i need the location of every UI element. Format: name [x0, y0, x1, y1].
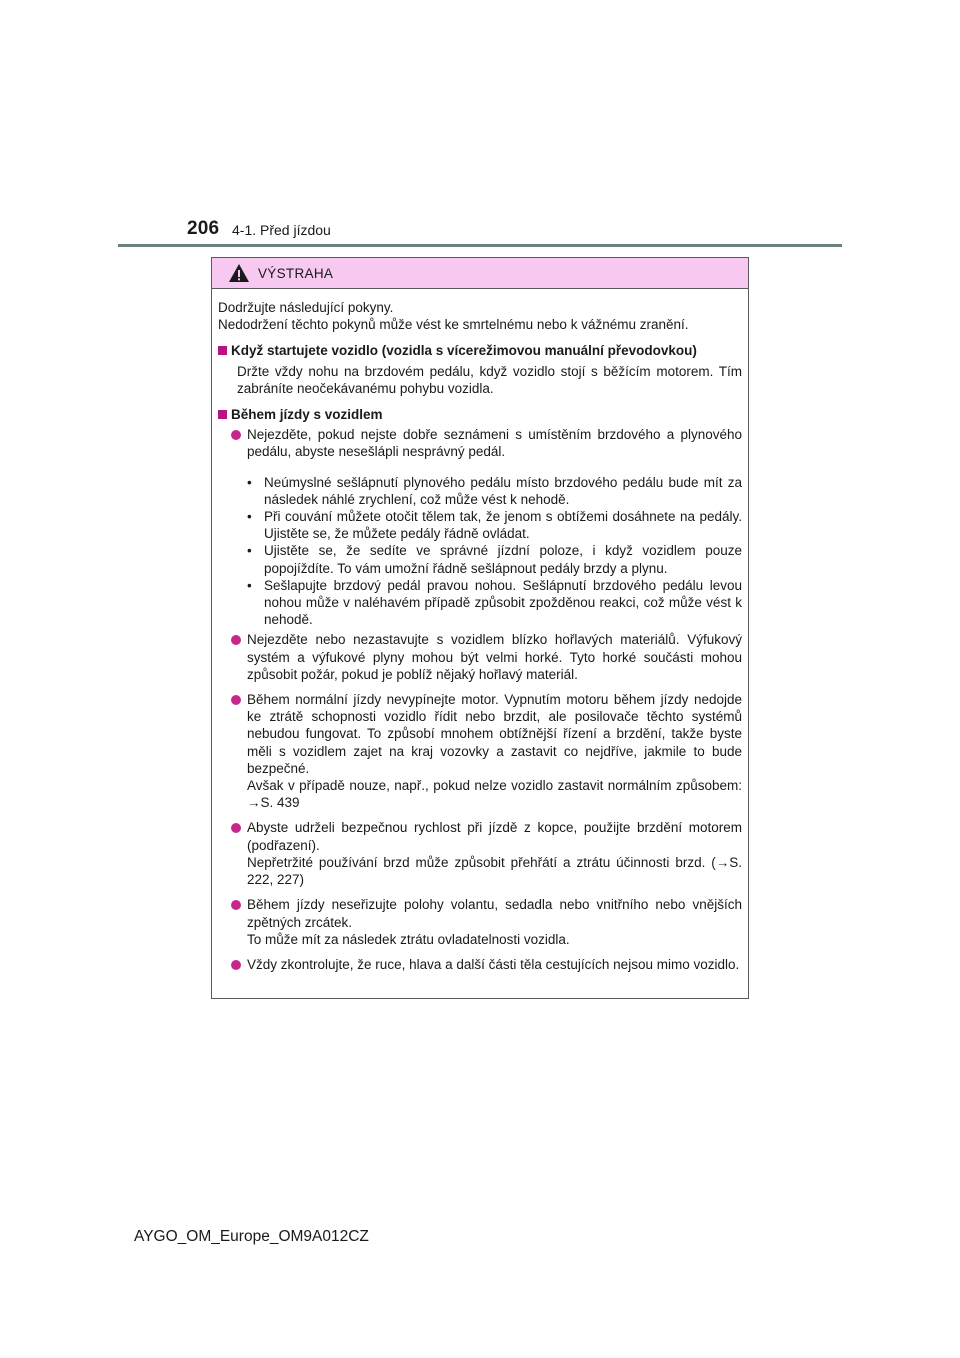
- warning-intro: [218, 299, 742, 333]
- list-item-text: Vždy zkontrolujte, že ruce, hlava a další části těla cestujících nejsou mimo vozidlo.: [247, 956, 740, 972]
- circle-bullet-icon: [231, 430, 241, 440]
- sub-list-item: • Při couvání můžete otočit tělem tak, že jenom s obtížemi dosáhnete na pedály. Ujistěte se, že můžete pedály řádně ovládat.: [247, 509, 742, 542]
- dot-bullet: •: [247, 577, 252, 593]
- circle-bullet-icon: [231, 960, 241, 970]
- warning-title: VÝSTRAHA: [258, 265, 334, 281]
- list-item-text: Nejezděte, pokud nejste dobře seznámeni s umístěním brzdového a plynového pedálu, abyste nesešlápli nesprávný pedál.: [247, 427, 742, 460]
- list-item: [231, 896, 742, 948]
- warning-triangle-icon: [228, 263, 250, 283]
- sub-list-item: • Neúmyslné sešlápnutí plynového pedálu místo brzdového pedálu bude mít za následek náhlé zrychlení, což může vést k nehodě.: [247, 474, 742, 507]
- list-item-text: Nepřetržité používání brzd může způsobit přehřátí a ztrátu účinnosti brzd. (→S. 222, 227): [247, 854, 742, 888]
- sub-list-item: • Sešlapujte brzdový pedál pravou nohou. Sešlápnutí brzdového pedálu levou nohou může v naléhavém případě způsobit zpožděnou reakci, což může vést k nehodě.: [247, 577, 742, 628]
- footer-doc-code: AYGO_OM_Europe_OM9A012CZ: [134, 1228, 369, 1245]
- circle-bullet-icon: [231, 823, 241, 833]
- list-item: [231, 426, 742, 468]
- header-rule: [118, 244, 842, 247]
- intro-line: Dodržujte následující pokyny.: [218, 300, 394, 315]
- intro-line: Nedodržení těchto pokynů může vést ke smrtelnému nebo k vážnému zranění.: [218, 317, 689, 333]
- square-bullet-icon: [218, 346, 227, 355]
- warning-header: [212, 258, 748, 289]
- circle-bullet-icon: [231, 695, 241, 705]
- list-item: [231, 631, 742, 683]
- section-heading-text: Když startujete vozidlo (vozidla s vícerežimovou manuální převodovkou): [231, 343, 697, 359]
- list-item-text: Během jízdy neseřizujte polohy volantu, sedadla nebo vnitřního nebo vnějších zpětných zrcátek.: [247, 897, 742, 930]
- section-heading-driving: [218, 406, 742, 423]
- circle-bullet-icon: [231, 900, 241, 910]
- warning-box: [211, 257, 749, 999]
- dot-bullet: •: [247, 543, 252, 559]
- list-item-text: Během normální jízdy nevypínejte motor. Vypnutím motoru během jízdy nedojde ke ztrátě schopnosti vozidlo řídit nebo brzdit, ale posilovače těchto systémů nebudou fungovat. To způsobí mnohem obtížnější řízení a brzdění, takže byste měli s vozidlem zajet na kraj vozovky a zastavit co nejdříve, jakmile to bude bezpečné.: [247, 692, 742, 776]
- list-item-text: Avšak v případě nouze, např., pokud nelze vozidlo zastavit normálním způsobem: →S. 439: [247, 778, 742, 811]
- dot-bullet: •: [247, 509, 252, 525]
- page-number: 206: [187, 218, 220, 239]
- list-item-text: To může mít za následek ztrátu ovladatelnosti vozidla.: [247, 931, 570, 947]
- section-heading-text: Během jízdy s vozidlem: [231, 407, 383, 423]
- sub-list: [247, 474, 742, 629]
- list-item-text: Abyste udrželi bezpečnou rychlost při jízdě z kopce, použijte brzdění motorem (podřazení).: [247, 820, 742, 853]
- warning-body: [212, 289, 748, 973]
- list-item: [231, 691, 742, 811]
- list-item-text: Nejezděte nebo nezastavujte s vozidlem blízko hořlavých materiálů. Výfukový systém a výfukové plyny mohou být velmi horké. Tyto horké součásti mohou způsobit požár, pokud je poblíž nějaký hořlavý materiál.: [247, 632, 742, 682]
- list-item: [231, 819, 742, 888]
- section-title: 4-1. Před jízdou: [232, 222, 331, 238]
- square-bullet-icon: [218, 410, 227, 419]
- dot-bullet: •: [247, 474, 252, 490]
- section-heading-starting: [218, 342, 742, 359]
- list-item: [231, 956, 742, 973]
- sub-list-item: • Ujistěte se, že sedíte ve správné jízdní poloze, i když vozidlem pouze popojíždíte. To vám umožní řádně sešlápnout pedály brzdy a plynu.: [247, 543, 742, 576]
- section-text: Držte vždy nohu na brzdovém pedálu, když vozidlo stojí s běžícím motorem. Tím zabráníte neočekávanému pohybu vozidla.: [237, 363, 742, 396]
- circle-bullet-icon: [231, 635, 241, 645]
